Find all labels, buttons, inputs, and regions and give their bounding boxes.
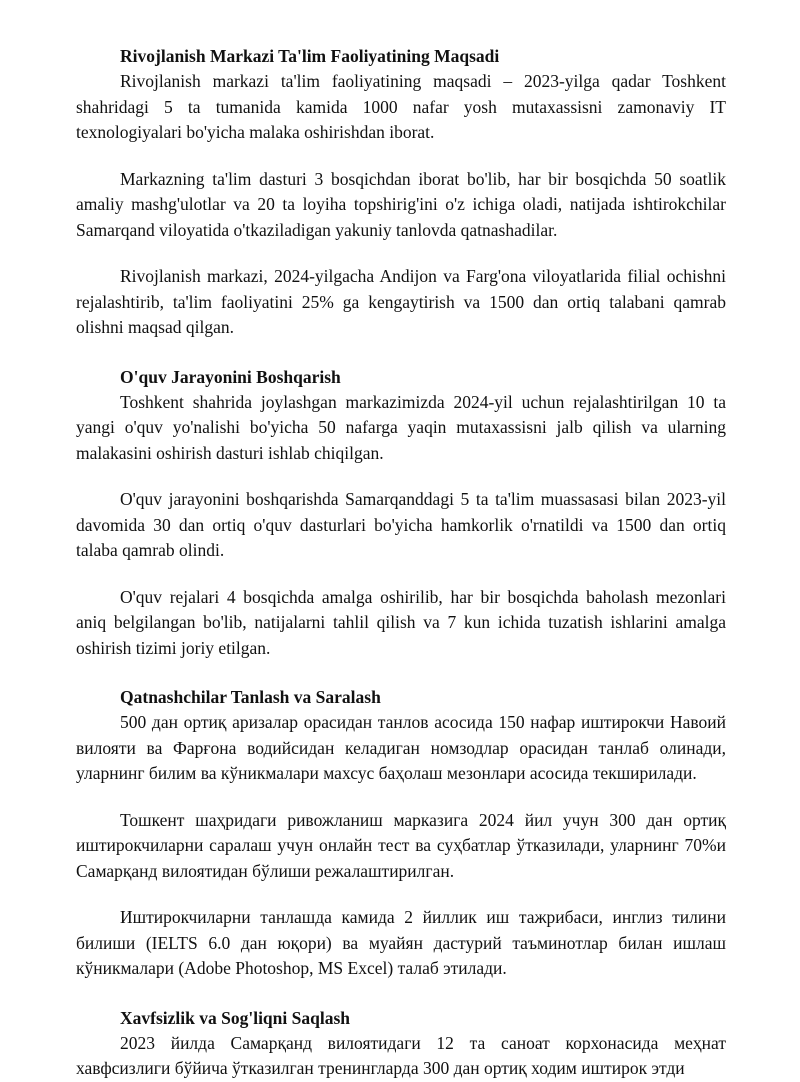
paragraph-gap (76, 884, 726, 905)
paragraph: O'quv jarayonini boshqarishda Samarqanddagi 5 ta ta'lim muassasasi bilan 2023-yil davomida 30 dan ortiq o'quv dasturlari bo'yicha hamkorlik o'rnatildi va 1500 dan ortiq talaba qamrab olindi. (76, 489, 726, 560)
paragraph: O'quv rejalari 4 bosqichda amalga oshirilib, har bir bosqichda baholash mezonlari aniq belgilangan bo'lib, natijalarni tahlil qilish va 7 kun ichida tuzatish ishlarini amalga oshirish tizimi joriy etilgan. (76, 586, 726, 658)
paragraph: Rivojlanish markazi, 2024-yilgacha Andijon va Farg'ona viloyatlarida filial ochishni rejalashtirib, ta'lim faoliyatini 25% ga kengaytirish va 1500 dan ortiq talabani qamrab olishni maqsad qilgan. (76, 266, 726, 337)
paragraph: 500 дан ортиқ аризалар орасидан танлов асосида 150 нафар иштирокчи Навоий вилояти ва Фарғона водийсидан келадиган номзодлар орасидан танлаб олинади, уларнинг билим ва кўникмалари махсус баҳолаш мезонлари асосида текширилади. (76, 712, 726, 783)
paragraph-gap (76, 466, 726, 487)
document-page (76, 44, 726, 1082)
section-gap (76, 982, 726, 1006)
paragraph-gap (76, 787, 726, 808)
section-safety-health (76, 1006, 726, 1082)
section-learning-management (76, 365, 726, 662)
section-gap (76, 341, 726, 365)
section-heading: Xavfsizlik va Sog'liqni Saqlash (120, 1007, 351, 1028)
paragraph: Rivojlanish markazi ta'lim faoliyatining maqsadi – 2023-yilga qadar Toshkent shahridagi 5 ta tumanida kamida 1000 nafar yosh mutaxassisni zamonaviy IT texnologiyalari bo'yicha malaka oshirishdan iborat. (76, 71, 726, 142)
section-gap (76, 661, 726, 685)
paragraph: Markazning ta'lim dasturi 3 bosqichdan iborat bo'lib, har bir bosqichda 50 soatlik amaliy mashg'ulotlar va 20 ta loyiha topshirig'ini o'z ichiga oladi, natijada ishtirokchilar Samarqand viloyatida o'tkaziladigan yakuniy tanlovda qatnashadilar. (76, 168, 726, 240)
section-participant-selection (76, 685, 726, 982)
section-heading: Qatnashchilar Tanlash va Saralash (120, 687, 381, 707)
section-heading: Rivojlanish Markazi Ta'lim Faoliyatining Maqsadi (120, 46, 500, 66)
paragraph: Иштирокчиларни танлашда камида 2 йиллик иш тажрибаси, инглиз тилини билиши (IELTS 6.0 дан юқори) ва муайян дастурий таъминотлар билан ишлаш кўникмалари (Adobe Photoshop, MS Excel) талаб этилади. (76, 907, 726, 978)
paragraph-gap (76, 564, 726, 585)
paragraph: 2023 йилда Самарқанд вилоятидаги 12 та саноат корхонасида меҳнат хавфсизлиги бўйича ўтказилган тренингларда 300 дан ортиқ ходим иштирок этди (76, 1032, 726, 1078)
section-education-goal (76, 44, 726, 341)
paragraph: Toshkent shahrida joylashgan markazimizda 2024-yil uchun rejalashtirilgan 10 ta yangi o'quv yo'nalishi bo'yicha 50 nafarga yaqin mutaxassisni jalb qilish va ularning malakasini oshirish dasturi ishlab chiqilgan. (76, 391, 726, 463)
paragraph: Тошкент шаҳридаги ривожланиш марказига 2024 йил учун 300 дан ортиқ иштирокчиларни саралаш учун онлайн тест ва суҳбатлар ўтказилади, уларнинг 70%и Самарқанд вилоятидан бўлиши режалаштирилган. (76, 809, 726, 881)
section-heading: O'quv Jarayonini Boshqarish (120, 366, 341, 387)
paragraph-gap (76, 146, 726, 167)
paragraph-gap (76, 243, 726, 264)
